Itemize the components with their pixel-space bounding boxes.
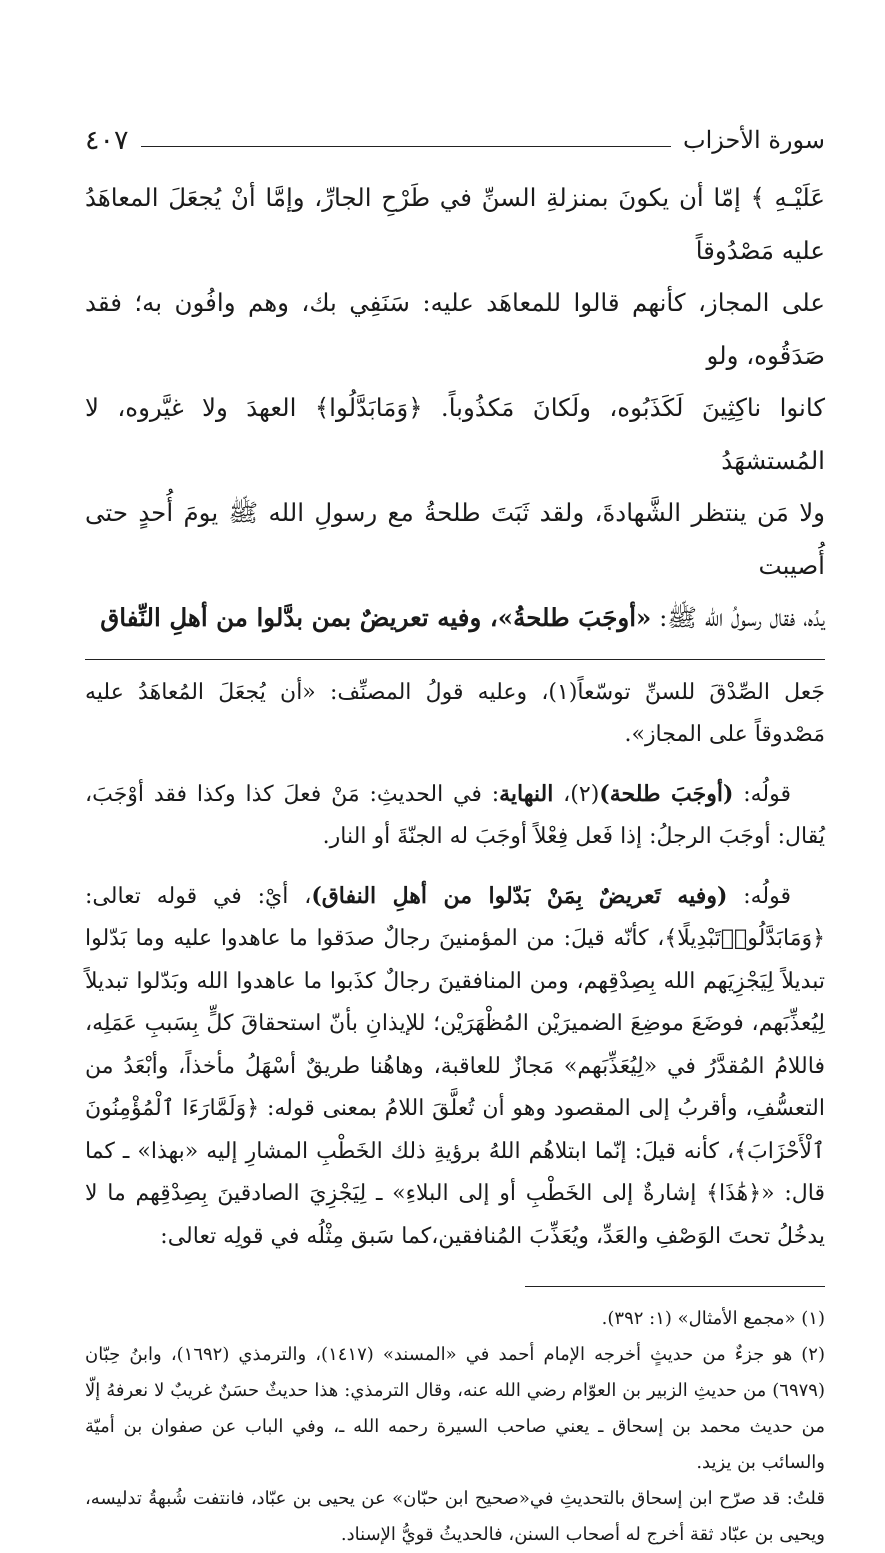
main-line: عَلَيْـهِ ﴾ إمّا أن يكونَ بمنزلةِ السنِّ في طَرْحِ الجارِّ، وإمَّا أنْ يُجعَلَ المعاهَدُ عليه مَصْدُوقاً — [85, 183, 825, 265]
main-line-plain: يدُه، فقال رسولُ الله ﷺ: — [651, 603, 825, 632]
book-page — [85, 120, 825, 1553]
main-line: ولا مَن ينتظر الشَّهادةَ، ولقد ثَبَتَ طلحةُ مع رسولِ الله ﷺ يومَ أُحدٍ حتى أُصيبت — [85, 498, 825, 580]
page-number: ٤٠٧ — [85, 124, 129, 156]
main-line-bold: «أوجَبَ طلحةُ»، وفيه تعريضٌ بمن بدَّلوا من أهلِ النِّفاق — [100, 603, 652, 632]
commentary-paragraph — [85, 875, 825, 1259]
main-line — [85, 592, 825, 645]
footnote: (٢) هو جزءٌ من حديثٍ أخرجه الإمام أحمد في «المسند» (١٤١٧)، والترمذي (١٦٩٢)، وابنُ حِبّان (٦٩٧٩) من حديثِ الزبير بن العوّام رضي الله عنه، وقال الترمذي: هذا حديثٌ حسَنٌ غريبٌ لا نعرفهُ إلّا من حديث محمد بن إسحاق ـ يعني صاحب السيرة رحمه الله ـ، وفي الباب عن صفوان بن أميّة والسائب بن يزيد. — [85, 1344, 825, 1473]
main-text — [85, 172, 825, 645]
footnote: قلتُ: قد صرّح ابن إسحاق بالتحديثِ في«صحيح ابن حبّان» عن يحيى بن عبّاد، فانتفت شُبهةُ تدليسه، ويحيى بن عبّاد ثقة أخرج له أصحاب السنن، فالحديثُ قويُّ الإسناد. — [85, 1488, 825, 1545]
page-header — [85, 120, 825, 160]
commentary-lead: قولُه: — [733, 781, 791, 807]
commentary — [85, 672, 825, 1259]
commentary-term: (أوجَبَ طلحة) — [599, 780, 734, 807]
commentary-paragraph — [85, 773, 825, 859]
main-line: على المجاز، كأنهم قالوا للمعاهَد عليه: سَنَفِي بك، وهم وافُون به؛ فقد صَدَقُوه، ولو — [85, 288, 825, 370]
main-line: كانوا ناكِثِينَ لَكَذَبُوه، ولَكانَ مَكذُوباً. ﴿وَمَابَدَّلُوا﴾ العهدَ ولا غيَّروه، لا المُستشهَدُ — [85, 393, 825, 475]
commentary-term: (وفيه تَعريضٌ بِمَنْ بَدّلوا من أهلِ النفاق) — [311, 882, 728, 909]
footnotes — [85, 1301, 825, 1553]
footnote-ref: (٢)، — [553, 781, 600, 807]
surah-title: سورة الأحزاب — [683, 126, 825, 154]
header-rule — [141, 146, 671, 147]
commentary-source: النهاية — [499, 780, 554, 807]
text-divider — [85, 659, 825, 660]
commentary-text: : في الحديثِ: مَنْ فعلَ كذا وكذا فقد أوْجَبَ، يُقال: أوجَبَ الرجلُ: إذا فَعل فِعْلاً أوجَبَ له الجنّةَ أو النار. — [85, 781, 825, 849]
commentary-lead: قولُه: — [727, 883, 791, 909]
commentary-paragraph: جَعل الصِّدْقَ للسنِّ توسّعاً(١)، وعليه قولُ المصنِّف: «أن يُجعَلَ المُعاهَدُ عليه مَصْدوقاً على المجاز». — [85, 679, 826, 747]
footnote-divider — [525, 1286, 825, 1287]
footnote: (١) «مجمع الأمثال» (١: ٣٩٢). — [601, 1308, 825, 1329]
commentary-text: ، أيْ: في قوله تعالى: ﴿وَمَابَدَّلُوا۟تَبْدِيلًا﴾، كأنّه قيلَ: من المؤمنينَ رجالٌ صدَقوا ما عاهدوا عليه وما بَدّلوا تبديلاً لِيَجْزِيَهم الله بِصِدْقِهم، ومن المنافقينَ رجالٌ كذَبوا ما عاهدوا الله وبَدّلوا تبديلاً لِيُعذِّبَهم، فوضَعَ موضِعَ الضميرَيْن المُظْهَرَيْن؛ للإيذانِ بأنّ استحقاقَ كلٍّ بِسَببِ عَمَلِه، فاللامُ المُقدَّرُ في «لِيُعَذِّبَهم» مَجازٌ للعاقبة، وهاهُنا طريقٌ أسْهَلُ مأخذاً، وأبْعَدُ من التعسُّفِ، وأقربُ إلى المقصود وهو أن تُعلَّقَ اللامُ بمعنى قوله: ﴿وَلَمَّارَءَا ٱلْمُؤْمِنُونَ ٱلْأَحْزَابَ﴾، كأنه قيلَ: إنّما ابتلاهُم اللهُ برؤيةِ ذلك الخَطْبِ المشارِ إليه «بهذا» ـ كما قال: «﴿هَٰذَا﴾ إشارةٌ إلى الخَطْبِ أو إلى البلاءِ» ـ لِيَجْزِيَ الصادقينَ بِصِدْقِهم ما لا يدخُلُ تحتَ الوَصْفِ والعَدِّ، ويُعَذِّبَ المُنافقين،كما سَبق مِثْلُه في قولِه تعالى: — [85, 883, 825, 1249]
